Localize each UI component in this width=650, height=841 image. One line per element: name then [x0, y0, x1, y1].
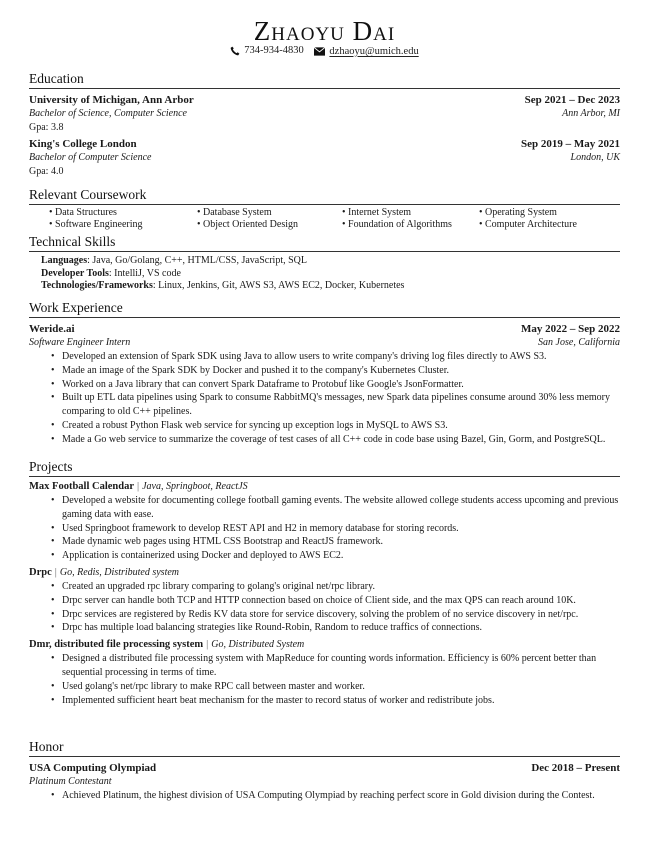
- project-entry: [29, 566, 620, 635]
- project-name: Drpc: [29, 566, 52, 578]
- course-item: • Database System: [197, 207, 342, 219]
- course-item: • Internet System: [342, 207, 479, 219]
- course-item: • Object Oriented Design: [197, 219, 342, 231]
- list-item: • Used golang's net/rpc library to make RPC call between master and worker.: [29, 680, 620, 694]
- section-divider: [29, 476, 620, 477]
- skill-row: [41, 268, 620, 281]
- list-item: • Worked on a Java library that can convert Spark Dataframe to Protobuf like Google's JsonFormatter.: [29, 378, 620, 392]
- school-name: University of Michigan, Ann Arbor: [29, 94, 194, 106]
- skill-value: : IntelliJ, VS code: [108, 267, 181, 279]
- list-item: • Implemented sufficient heart beat mechanism for the master to record status of worker and redistribute jobs.: [29, 694, 620, 708]
- list-item: • Built up ETL data pipelines using Spark to consume RabbitMQ's messages, new Spark data pipelines consume around 30% less memory comparing to old C++ pipelines.: [29, 391, 620, 419]
- contact-line: [29, 45, 620, 59]
- skill-value: : Java, Go/Golang, C++, HTML/CSS, JavaScript, SQL: [87, 255, 308, 266]
- location: London, UK: [570, 152, 620, 163]
- section-divider: [29, 317, 620, 318]
- dates: Sep 2021 – Dec 2023: [524, 94, 620, 106]
- skill-label: Languages: [41, 255, 88, 266]
- email-contact[interactable]: [314, 46, 418, 57]
- job-role: Software Engineer Intern: [29, 337, 131, 348]
- project-entry: [29, 480, 620, 563]
- list-item: • Drpc server can handle both TCP and HTTP connection based on choice of Client side, and the max QPS can reach around 10K.: [29, 594, 620, 608]
- honor-section: [29, 739, 620, 803]
- list-item: • Drpc has multiple load balancing strategies like Round-Robin, Random to reduce traffics of connections.: [29, 621, 620, 635]
- section-divider: [29, 251, 620, 252]
- section-title: Projects: [29, 459, 73, 474]
- projects-section: [29, 459, 620, 707]
- course-item: • Foundation of Algorithms: [342, 219, 479, 231]
- section-title: Honor: [29, 739, 64, 754]
- section-divider: [29, 204, 620, 205]
- list-item: • Developed a website for documenting college football gaming events. The website allowed college students access upcoming and previous gaming data with ease.: [29, 494, 620, 522]
- education-entry: [29, 137, 620, 179]
- project-tech: Go, Distributed System: [211, 639, 305, 651]
- list-item: • Created an upgraded rpc library comparing to golang's original net/rpc library.: [29, 580, 620, 594]
- list-item: • Designed a distributed file processing system with MapReduce for counting words information. Efficiency is 60% percent better than sequential processing in terms of time.: [29, 652, 620, 680]
- envelope-icon: [314, 47, 325, 56]
- list-item: • Drpc services are registered by Redis KV data store for service discovery, solving the problem of no service discovery in net/rpc.: [29, 608, 620, 622]
- coursework-grid: [29, 207, 620, 230]
- school-name: King's College London: [29, 138, 137, 150]
- honor-name: USA Computing Olympiad: [29, 762, 157, 774]
- list-item: • Made a Go web service to summarize the coverage of test cases of all C++ code in code base using Bazel, Gin, Gorm, and PostgreSQL.: [29, 433, 620, 447]
- degree: Bachelor of Computer Science: [29, 152, 152, 163]
- section-title: Relevant Coursework: [29, 187, 147, 202]
- skill-row: [41, 255, 620, 268]
- section-title: Work Experience: [29, 300, 123, 315]
- honor-role: Platinum Contestant: [29, 776, 112, 787]
- coursework-section: [29, 187, 620, 230]
- location: Ann Arbor, MI: [562, 108, 620, 119]
- list-item: • Achieved Platinum, the highest division of USA Computing Olympiad by reaching perfect score in Gold division during the Contest.: [29, 789, 620, 803]
- list-item: • Used Springboot framework to develop REST API and H2 in memory database for storing records.: [29, 522, 620, 536]
- project-name: Dmr, distributed file processing system: [29, 639, 204, 651]
- phone-icon: [230, 46, 240, 56]
- skill-label: Developer Tools: [41, 267, 109, 279]
- skills-list: [29, 255, 620, 293]
- separator: |: [54, 566, 57, 578]
- gpa: Gpa: 4.0: [29, 166, 64, 177]
- resume-name: Zhaoyu Dai: [253, 16, 396, 46]
- location: San Jose, California: [538, 337, 620, 348]
- education-entry: [29, 93, 620, 135]
- email-link[interactable]: dzhaoyu@umich.edu: [329, 45, 419, 57]
- skills-section: [29, 234, 620, 293]
- section-title: Education: [29, 71, 84, 86]
- section-title: Technical Skills: [29, 234, 116, 249]
- skill-value: : Linux, Jenkins, Git, AWS S3, AWS EC2, Docker, Kubernetes: [152, 280, 405, 292]
- section-divider: [29, 88, 620, 89]
- list-item: • Application is containerized using Docker and deployed to AWS EC2.: [29, 549, 620, 563]
- project-tech: Go, Redis, Distributed system: [59, 566, 180, 578]
- separator: |: [206, 639, 209, 651]
- project-name: Max Football Calendar: [29, 481, 134, 492]
- work-bullets: [29, 350, 620, 447]
- gpa: Gpa: 3.8: [29, 122, 64, 133]
- course-item: • Operating System: [479, 207, 619, 219]
- phone-contact: [230, 45, 304, 56]
- list-item: • Made an image of the Spark SDK by Docker and pushed it to the company's Kubernetes Cluster.: [29, 364, 620, 378]
- degree: Bachelor of Science, Computer Science: [29, 108, 187, 119]
- list-item: • Developed an extension of Spark SDK using Java to allow users to write company's driving log files directly to AWS S3.: [29, 350, 620, 364]
- skill-label: Technologies/Frameworks: [41, 280, 153, 292]
- course-item: • Computer Architecture: [479, 219, 619, 231]
- course-item: • Data Structures: [49, 207, 197, 219]
- education-section: [29, 71, 620, 179]
- dates: Dec 2018 – Present: [531, 762, 620, 774]
- project-entry: [29, 638, 620, 707]
- course-item: • Software Engineering: [49, 219, 197, 231]
- phone-number: 734-934-4830: [244, 45, 304, 56]
- dates: May 2022 – Sep 2022: [521, 323, 620, 335]
- company-name: Weride.ai: [29, 323, 75, 335]
- section-divider: [29, 756, 620, 757]
- work-section: [29, 300, 620, 447]
- dates: Sep 2019 – May 2021: [521, 138, 620, 150]
- skill-row: [41, 280, 620, 293]
- separator: |: [137, 481, 140, 492]
- list-item: • Created a robust Python Flask web service for syncing up exception logs in MySQL to AWS S3.: [29, 419, 620, 433]
- project-tech: Java, Springboot, ReactJS: [142, 481, 248, 492]
- list-item: • Made dynamic web pages using HTML CSS Bootstrap and ReactJS framework.: [29, 535, 620, 549]
